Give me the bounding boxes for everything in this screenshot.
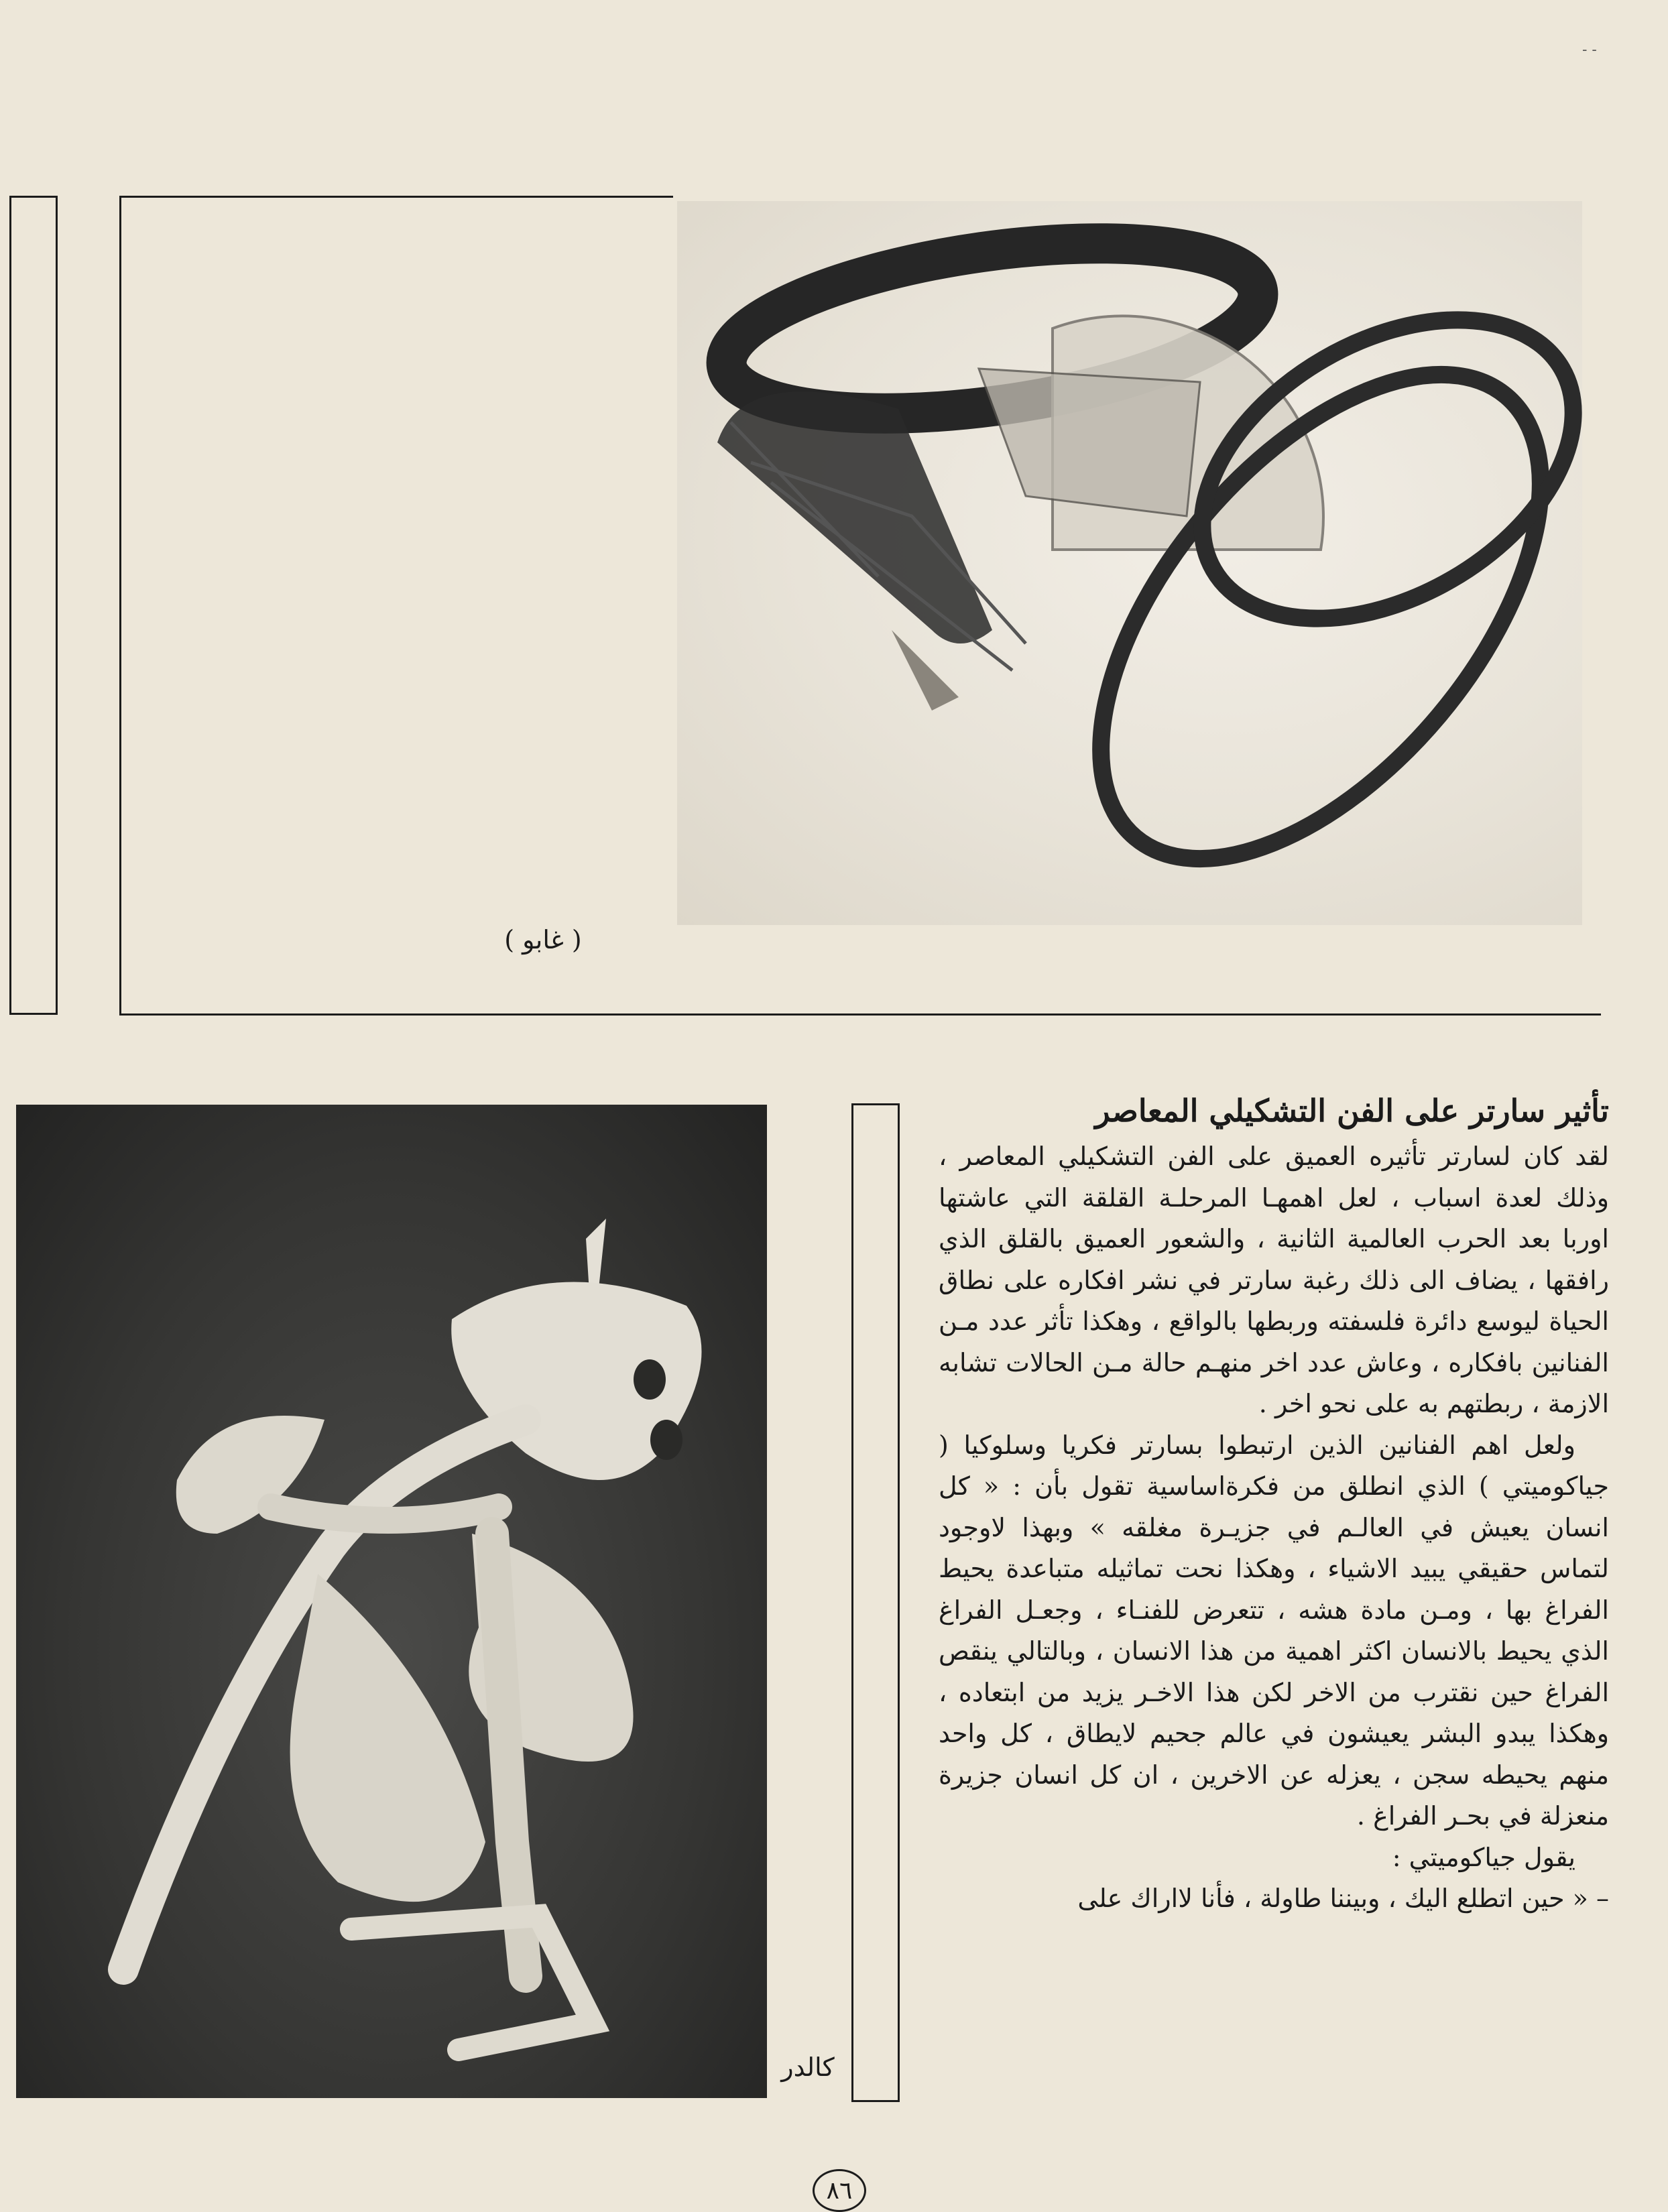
article-paragraph-3: يقول جياكوميتي : [1392,1842,1575,1872]
corner-mark: - - [1582,42,1597,58]
calder-sculpture-drawing [16,1105,767,2098]
middle-side-bar [851,1103,900,2102]
top-frame-bottom-line [119,1013,1601,1016]
article-paragraph-1: لقد كان لسارتر تأثيره العميق على الفن التشكيلي المعاصر ، وذلك لعدة اسباب ، لعل اهمهـا المرحلـة القلقة التي عاشتها اوربا بعد الحرب العالمية الثانية ، والشعور العميق بالقلق الذي رافقها ، يضاف الى ذلك رغبة سارتر في نشر افكاره على نطاق الحياة ليوسع دائرة فلسفته وربطها بالواقع ، وهكذا تأثر عدد مـن الفنانين بافكاره ، وعاش عدد اخر منهـم حالة مـن الحالات تشابه الازمة ، ربطتهم به على نحو اخر . [939,1142,1609,1418]
top-frame-left-line [119,196,121,1015]
article-paragraph-4: – « حين اتطلع اليك ، وبيننا طاولة ، فأنا لااراك على [1077,1884,1609,1913]
left-side-bar-top [9,196,58,1015]
article-paragraph-2: ولعل اهم الفنانين الذين ارتبطوا بسارتر فكريا وسلوكيا ( جياكوميتي ) الذي انطلق من فكرةاساسية تقول بأن : « كل انسان يعيش في العالـم في جزيـرة مغلقه » وبهذا لاوجود لتماس حقيقي يبيد الاشياء ، وهكذا نحت تماثيله متباعدة يحيط الفراغ بها ، ومـن مادة هشه ، تتعرض للفنـاء ، وجعـل الفراغ الذي يحيط بالانسان اكثر اهمية من هذا الانسان ، وبالتالي ينقص الفراغ حين نقترب من الاخر لكن هذا الاخـر يزيد من ابتعاده ، وهكذا يبدو البشر يعيشون في عالم جحيم لايطاق ، كل واحد منهم يحيطه سجن ، يعزله عن الاخرين ، ان كل انسان جزيرة منعزلة في بحـر الفراغ . [939,1430,1609,1831]
article-title: تأثير سارتر على الفن التشكيلي المعاصر [1095,1093,1609,1129]
gabo-sculpture-photo [677,201,1582,925]
article [939,1089,1609,1920]
calder-caption: كالدر [781,2052,835,2082]
top-frame-top-line [119,196,673,198]
page-number: ٨٦ [813,2169,866,2212]
gabo-sculpture-drawing [677,201,1582,925]
calder-sculpture-photo [16,1105,767,2098]
gabo-caption: ( غابو ) [504,925,582,955]
